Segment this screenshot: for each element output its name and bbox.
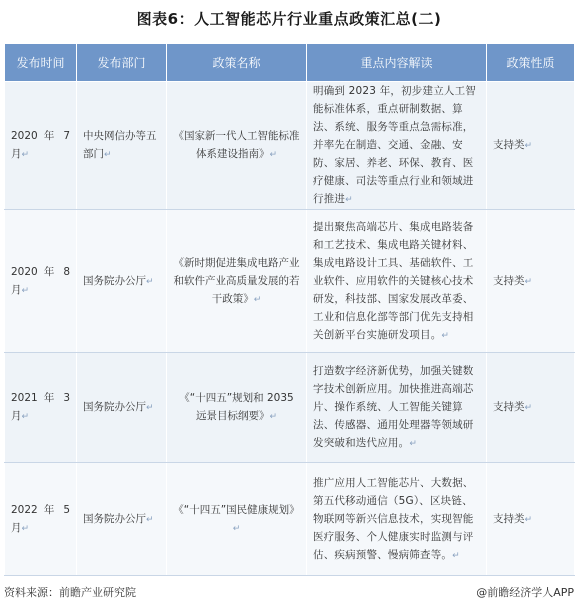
cell-time: 2021 年 3 月↵ [5,353,77,463]
paragraph-mark-icon: ↵ [524,141,533,151]
cell-detail: 推广应用人工智能芯片、大数据、第五代移动通信（5G）、区块链、物联网等新兴信息技术，实现智能医疗服务、个人健康实时监测与评估、疾病预警、慢病筛查等。↵ [307,463,487,576]
header-dept: 发布部门 [77,44,167,82]
cell-detail: 打造数字经济新优势，加强关键数字技术创新应用。加快推进高端芯片、操作系统、人工智能关键算法、传感器、通用处理器等领域研发突破和迭代应用。↵ [307,353,487,463]
paragraph-mark-icon: ↵ [524,403,533,413]
paragraph-mark-icon: ↵ [21,523,30,534]
source-note: 资料来源：前瞻产业研究院 [4,586,136,599]
paragraph-mark-icon: ↵ [21,285,30,296]
cell-dept: 国务院办公厅↵ [77,353,167,463]
cell-type: 支持类↵ [487,82,575,210]
paragraph-mark-icon: ↵ [146,276,154,287]
paragraph-mark-icon: ↵ [269,150,278,160]
table-row [5,82,575,210]
chart-title: 图表6：人工智能芯片行业重点政策汇总(二) [136,10,442,28]
cell-name: 《新时期促进集成电路产业和软件产业高质量发展的若干政策》↵ [167,210,307,353]
paragraph-mark-icon: ↵ [253,294,262,305]
footer [4,584,574,604]
cell-detail: 明确到 2023 年，初步建立人工智能标准体系，重点研制数据、算法、系统、服务等重点急需标准，并率先在制造、交通、金融、安防、家居、养老、环保、教育、医疗健康、司法等重点行业和领域进行推进↵ [307,82,487,210]
header-detail: 重点内容解读 [307,44,487,82]
policy-table [4,43,575,576]
cell-time: 2022 年 5 月↵ [5,463,77,576]
paragraph-mark-icon: ↵ [409,439,418,449]
table-row [5,463,575,576]
cell-dept: 中央网信办等五部门↵ [77,82,167,210]
cell-name: 《“十四五”规划和 2035 远景目标纲要》↵ [167,353,307,463]
header-time: 发布时间 [5,44,77,82]
paragraph-mark-icon: ↵ [146,514,154,525]
paragraph-mark-icon: ↵ [452,550,460,561]
paragraph-mark-icon: ↵ [524,514,533,525]
paragraph-mark-icon: ↵ [524,276,533,287]
header-type: 政策性质 [487,44,575,82]
paragraph-mark-icon: ↵ [104,150,112,160]
paragraph-mark-icon: ↵ [441,330,450,341]
cell-type: 支持类↵ [487,353,575,463]
cell-type: 支持类↵ [487,463,575,576]
paragraph-mark-icon: ↵ [269,412,278,422]
table-header-row [5,44,575,82]
cell-detail: 提出聚焦高端芯片、集成电路装备和工艺技术、集成电路关键材料、集成电路设计工具、基础软件、工业软件、应用软件的关键核心技术研发，科技部、国家发展改革委、工业和信息化部等部门优先支持相关创新平台实施研发项目。↵ [307,210,487,353]
paragraph-mark-icon: ↵ [146,403,154,413]
paragraph-mark-icon: ↵ [232,523,241,534]
cell-time: 2020 年 7 月↵ [5,82,77,210]
table-row [5,353,575,463]
cell-type: 支持类↵ [487,210,575,353]
paragraph-mark-icon: ↵ [345,195,353,205]
credit-note: @前瞻经济学人APP [476,586,574,599]
cell-dept: 国务院办公厅↵ [77,210,167,353]
cell-dept: 国务院办公厅↵ [77,463,167,576]
paragraph-mark-icon: ↵ [21,412,30,422]
table-row [5,210,575,353]
cell-time: 2020 年 8 月↵ [5,210,77,353]
header-name: 政策名称 [167,44,307,82]
cell-name: 《“十四五”国民健康规划》↵ [167,463,307,576]
paragraph-mark-icon: ↵ [21,150,30,160]
cell-name: 《国家新一代人工智能标准体系建设指南》↵ [167,82,307,210]
